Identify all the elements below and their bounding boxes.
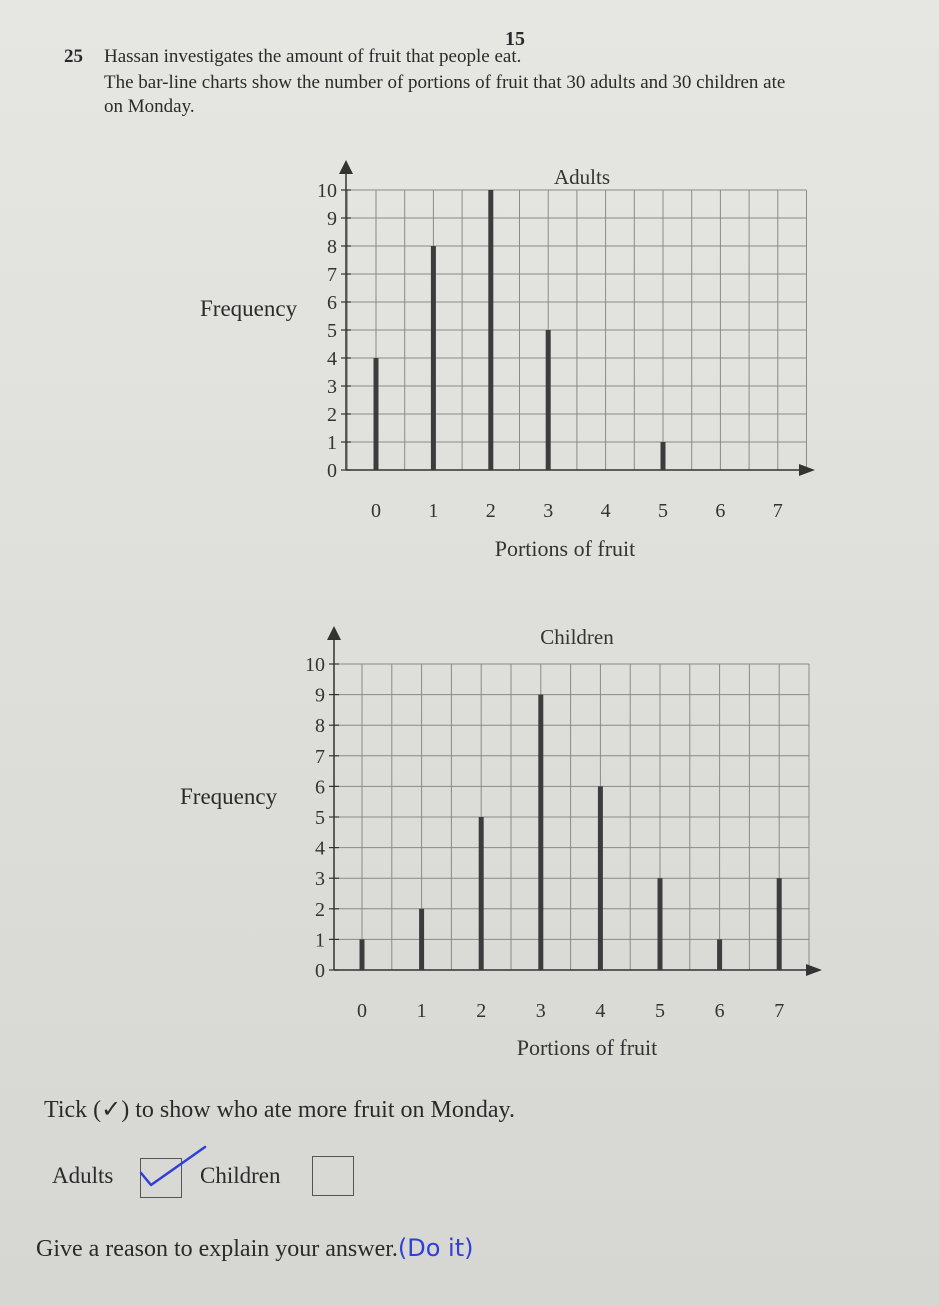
children-ytick-label: 6 [315,776,325,799]
handwritten-note: (Do it) [397,1234,474,1262]
adults-ytick-label: 4 [327,348,337,370]
tick-question: Tick (✓) to show who ate more fruit on Monday. [44,1097,515,1123]
children-ytick-label: 10 [305,654,325,676]
children-xtick-label: 4 [595,1000,606,1022]
children-xtick-label: 7 [774,1000,785,1022]
question-intro-line-3: on Monday. [104,96,195,117]
children-bar [538,695,543,970]
adults-ytick-label: 8 [327,236,337,258]
adults-ytick-label: 5 [327,320,337,342]
children-ytick-label: 1 [315,929,325,952]
children-xtick-label: 5 [655,1000,665,1022]
adults-xtick-label: 3 [543,500,554,522]
reason-prompt-text: Give a reason to explain your answer. [36,1236,398,1262]
children-ytick-label: 5 [315,807,325,829]
children-ytick-label: 4 [315,837,325,860]
children-ytick-label: 2 [315,898,325,921]
children-bar [658,878,663,970]
adults-option-label: Adults [52,1163,114,1188]
children-ylabel: Frequency [180,784,278,809]
children-title: Children [540,625,614,649]
children-y-arrow-icon [327,626,341,640]
adults-ytick-label: 10 [317,180,337,202]
adults-ytick-label: 9 [327,208,337,230]
children-xtick-label: 6 [714,1000,725,1022]
children-ytick-label: 7 [315,745,325,768]
adults-xlabel: Portions of fruit [494,536,636,561]
children-ytick-label: 3 [315,868,325,891]
children-ytick-label: 9 [315,684,325,707]
question-intro-line-1: Hassan investigates the amount of fruit that people eat. [104,46,522,67]
children-bar [419,909,424,970]
children-x-arrow-icon [806,964,822,976]
adults-ytick-label: 3 [327,376,337,398]
adults-tickbox[interactable] [140,1158,182,1198]
children-bar [479,817,484,970]
children-xtick-label: 3 [535,1000,546,1022]
question-intro-line-2: The bar-line charts show the number of portions of fruit that 30 adults and 30 children ate [104,72,786,93]
adults-ytick-label: 1 [327,432,337,454]
children-xtick-label: 2 [476,1000,487,1022]
children-bar [717,939,722,970]
children-xtick-label: 0 [357,1000,367,1022]
children-ytick-label: 8 [315,715,325,738]
children-grid [334,664,809,970]
question-number: 25 [64,46,83,67]
adults-xtick-label: 0 [371,500,381,522]
reason-prompt [36,1234,474,1263]
children-xtick-label: 1 [416,1000,427,1022]
adults-ytick-label: 2 [327,404,337,426]
adults-xtick-label: 1 [428,500,439,522]
adults-ytick-label: 6 [327,292,337,314]
adults-xtick-label: 4 [600,500,611,522]
adults-xtick-label: 6 [715,500,726,522]
children-tickbox[interactable] [312,1156,354,1196]
adults-ytick-label: 7 [327,264,337,286]
children-option-label: Children [200,1163,281,1188]
adults-xtick-label: 2 [485,500,496,522]
children-bar [777,878,782,970]
adults-title: Adults [553,165,611,189]
adults-ytick-label: 0 [327,460,337,482]
children-xlabel: Portions of fruit [516,1035,658,1060]
page-number: 15 [505,28,525,50]
adults-ylabel: Frequency [200,296,298,321]
children-bar [360,939,365,970]
adults-xtick-label: 7 [772,500,783,522]
children-bar [598,786,603,970]
adults-xtick-label: 5 [658,500,668,522]
children-ytick-label: 0 [315,960,325,982]
